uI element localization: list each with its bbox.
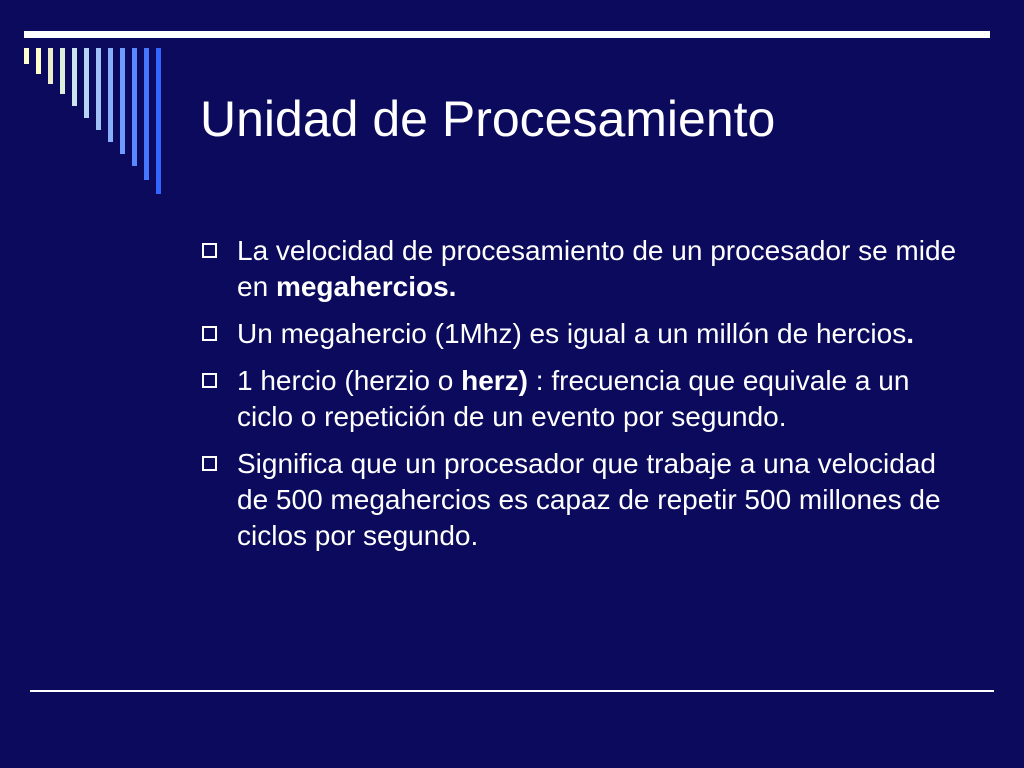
bullet-text: 1 hercio (herzio o herz) : frecuencia que equivale a un ciclo o repetición de un evento por segundo. (237, 365, 910, 432)
stripe-10 (132, 48, 137, 166)
bullet-item (200, 316, 960, 352)
stripe-9 (120, 48, 125, 154)
stripe-11 (144, 48, 149, 180)
stripe-12 (156, 48, 161, 194)
bullet-text: La velocidad de procesamiento de un procesador se mide en megahercios. (237, 235, 957, 302)
stripe-4 (60, 48, 65, 94)
square-bullet-icon (202, 456, 217, 471)
stripe-5 (72, 48, 77, 106)
square-bullet-icon (202, 243, 217, 258)
bullet-text: Significa que un procesador que trabaje a una velocidad de 500 megahercios es capaz de repetir 500 millones de ciclos por segundo. (237, 448, 941, 551)
bullet-item (200, 233, 960, 305)
square-bullet-icon (202, 326, 217, 341)
stripe-8 (108, 48, 113, 142)
bullet-list (200, 233, 960, 565)
stripe-1 (24, 48, 29, 64)
stripe-3 (48, 48, 53, 84)
slide-title: Unidad de Procesamiento (200, 91, 776, 147)
bullet-item (200, 446, 960, 554)
stripes-decoration (0, 0, 200, 220)
bottom-rule-decoration (30, 690, 994, 692)
bullet-item (200, 363, 960, 435)
stripe-6 (84, 48, 89, 118)
stripe-2 (36, 48, 41, 74)
square-bullet-icon (202, 373, 217, 388)
stripe-7 (96, 48, 101, 130)
bullet-text: Un megahercio (1Mhz) es igual a un millón de hercios. (237, 318, 914, 349)
